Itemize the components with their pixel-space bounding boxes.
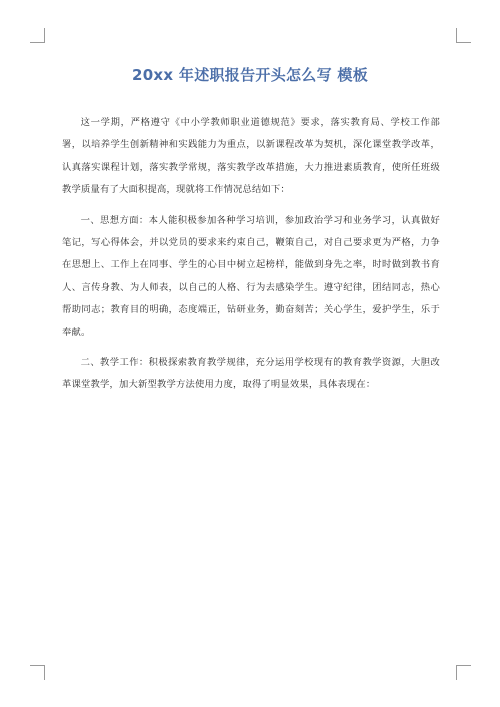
crop-mark-bottom-left bbox=[30, 665, 45, 680]
document-body bbox=[62, 112, 440, 405]
document-title: 20xx 年述职报告开头怎么写 模板 bbox=[131, 66, 369, 84]
crop-mark-bottom-right bbox=[456, 665, 471, 680]
paragraph-teaching: 二、教学工作：积极探索教育教学规律，充分运用学校现有的教育教学资源，大胆改革课堂教学，加大新型教学方法使用力度，取得了明显效果，具体表现在： bbox=[62, 357, 440, 391]
paragraph-thought: 一、思想方面：本人能积极参加各种学习培训，参加政治学习和业务学习，认真做好笔记，写心得体会，并以党员的要求来约束自己，鞭策自己，对自己要求更为严格，力争在思想上、工作上在同事、学生的心目中树立起榜样，能做到身先之率，时时做到教书育人、言传身教、为人师表，以自己的人格、行为去感染学生。遵守纪律，团结同志，热心帮助同志；教育目的明确，态度端正，钻研业务，勤奋刻苦；关心学生，爱护学生，乐于奉献。 bbox=[62, 214, 440, 338]
paragraph-intro: 这一学期，严格遵守《中小学教师职业道德规范》要求，落实教育局、学校工作部署，以培养学生创新精神和实践能力为重点，以新课程改革为契机，深化课堂教学改革，认真落实课程计划，落实教学常规，落实教学改革措施，大力推进素质教育，使所任班级教学质量有了大面积提高，现就将工作情况总结如下： bbox=[62, 117, 440, 196]
crop-mark-top-left bbox=[30, 28, 45, 43]
crop-mark-top-right bbox=[456, 28, 471, 43]
